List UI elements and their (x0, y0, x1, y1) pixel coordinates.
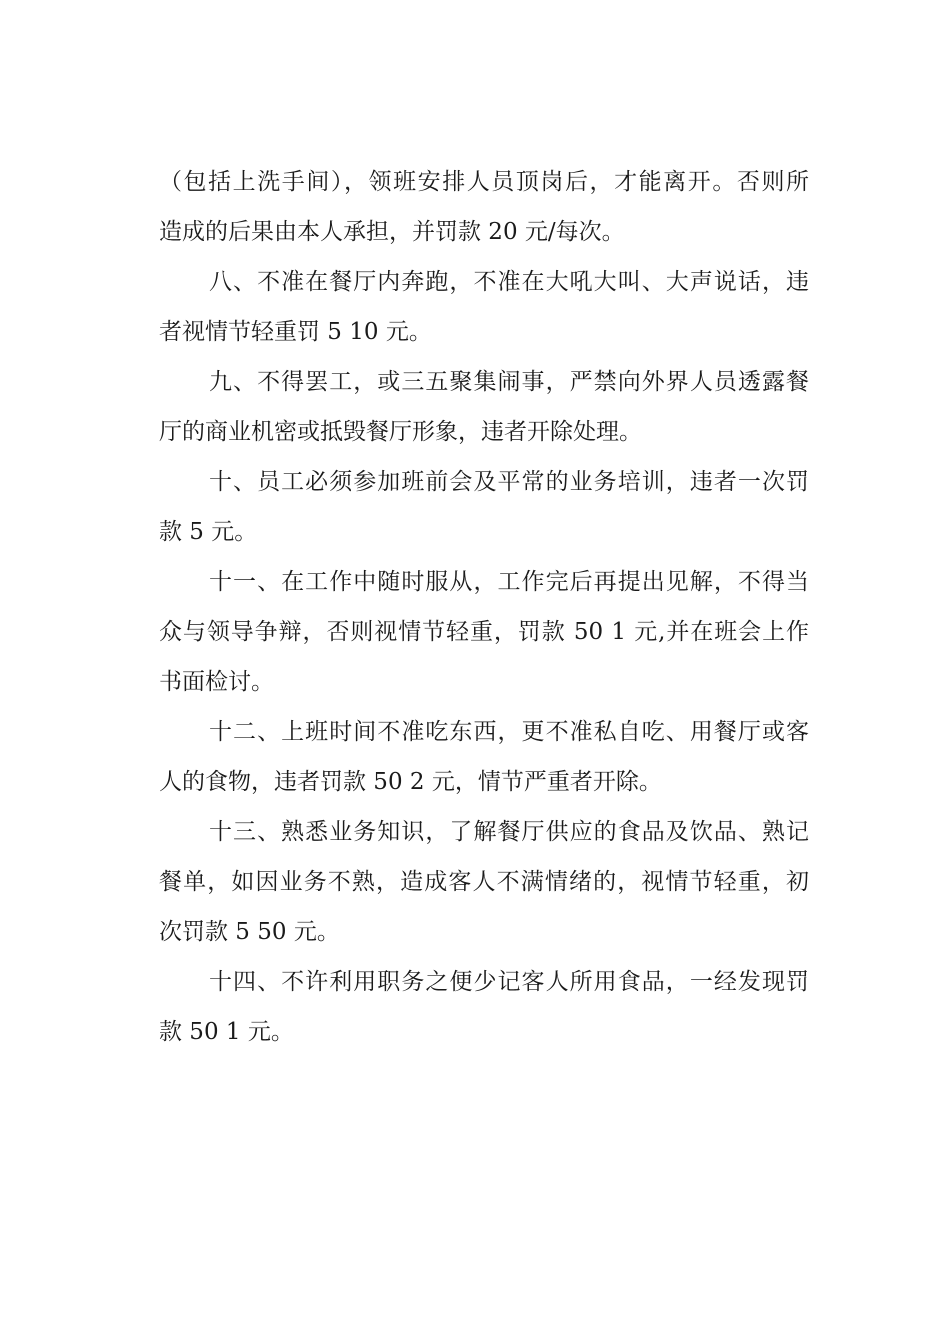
text-line: 十三、熟悉业务知识，了解餐厅供应的食品及饮品、熟记 (209, 819, 809, 845)
text-line: 书面检讨。 (159, 669, 274, 695)
paragraph-rule-13 (159, 807, 809, 957)
paragraph-rule-14 (159, 957, 809, 1057)
text-line: 十、员工必须参加班前会及平常的业务培训，违者一次罚 (209, 469, 809, 495)
paragraph-rule-12 (159, 707, 809, 807)
text-line: （包括上洗手间），领班安排人员顶岗后，才能离开。否则所 (159, 169, 809, 195)
text-line: 者视情节轻重罚 5 10 元。 (159, 319, 432, 345)
text-line: 十一、在工作中随时服从，工作完后再提出见解，不得当 (209, 569, 809, 595)
paragraph-rule-10 (159, 457, 809, 557)
text-line: 厅的商业机密或抵毁餐厅形象，违者开除处理。 (159, 419, 642, 445)
text-line: 九、不得罢工，或三五聚集闹事，严禁向外界人员透露餐 (209, 369, 809, 395)
text-line: 次罚款 5 50 元。 (159, 919, 340, 945)
text-line: 十四、不许利用职务之便少记客人所用食品，一经发现罚 (209, 969, 809, 995)
text-line: 造成的后果由本人承担，并罚款 20 元/每次。 (159, 219, 625, 245)
text-line: 人的食物，违者罚款 50 2 元，情节严重者开除。 (159, 769, 662, 795)
paragraph-continued (159, 157, 809, 257)
text-line: 餐单，如因业务不熟，造成客人不满情绪的，视情节轻重，初 (159, 869, 809, 895)
paragraph-rule-11 (159, 557, 809, 707)
paragraph-rule-9 (159, 357, 809, 457)
text-line: 款 50 1 元。 (159, 1019, 294, 1045)
document-body (159, 157, 809, 1057)
text-line: 众与领导争辩，否则视情节轻重，罚款 50 1 元,并在班会上作 (159, 619, 809, 645)
text-line: 款 5 元。 (159, 519, 258, 545)
text-line: 十二、上班时间不准吃东西，更不准私自吃、用餐厅或客 (209, 719, 809, 745)
text-line: 八、不准在餐厅内奔跑，不准在大吼大叫、大声说话，违 (209, 269, 809, 295)
paragraph-rule-8 (159, 257, 809, 357)
